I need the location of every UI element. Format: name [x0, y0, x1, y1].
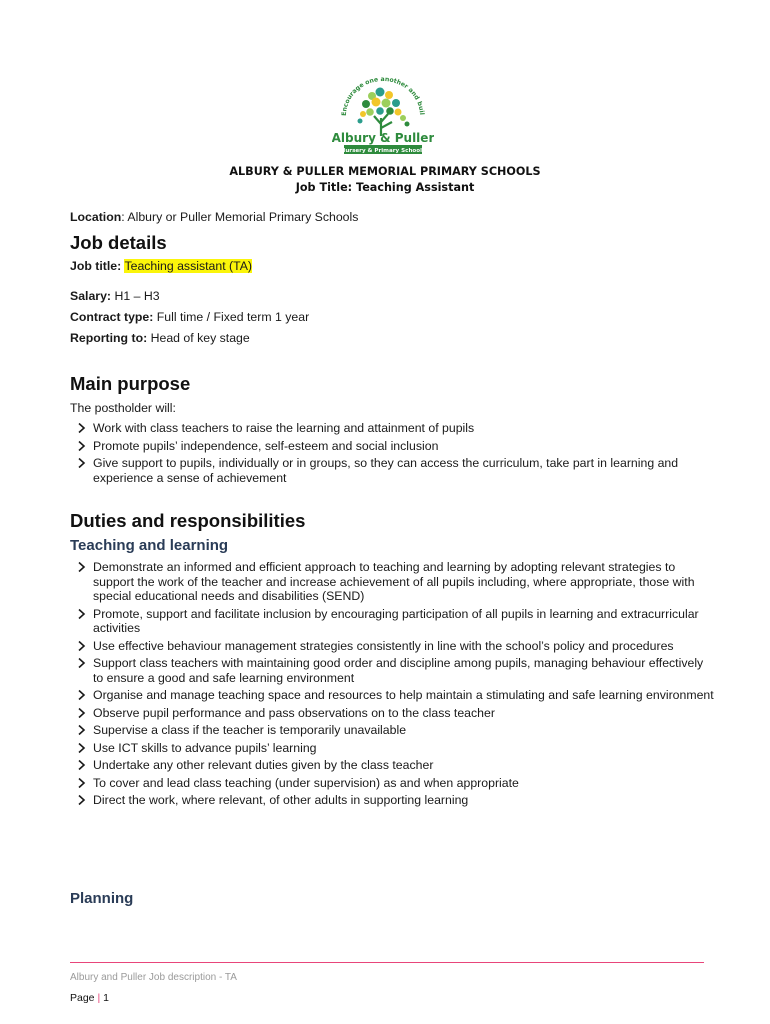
list-item	[76, 776, 716, 791]
chevron-right-icon	[76, 457, 88, 469]
list-item	[76, 656, 716, 685]
list-item	[76, 421, 716, 436]
chevron-right-icon	[76, 689, 88, 701]
chevron-right-icon	[76, 640, 88, 652]
job-title-value: Teaching assistant (TA)	[124, 259, 253, 273]
salary-value: H1 – H3	[114, 289, 160, 303]
list-item-text: Demonstrate an informed and efficient approach to teaching and learning by adopting relevant strategies to support the work of the teacher and increase achievement of all pupils including, where appropriate, those with special educational needs and disabilities (SEND)	[93, 560, 695, 603]
list-item	[76, 639, 716, 654]
reporting-value: Head of key stage	[150, 331, 250, 345]
duties-heading: Duties and responsibilities	[70, 510, 306, 531]
list-item	[76, 560, 716, 604]
teaching-learning-heading: Teaching and learning	[70, 537, 229, 554]
list-item	[76, 607, 716, 636]
duties-list	[76, 560, 716, 811]
school-logo	[332, 74, 434, 158]
chevron-right-icon	[76, 657, 88, 669]
page-label: Page	[70, 992, 95, 1004]
page-number	[70, 992, 109, 1004]
job-title-label: Job title:	[70, 259, 122, 273]
list-item-text: Supervise a class if the teacher is temporarily unavailable	[93, 723, 407, 737]
planning-heading: Planning	[70, 890, 134, 907]
chevron-right-icon	[76, 759, 88, 771]
list-item	[76, 688, 716, 703]
list-item-text: Observe pupil performance and pass observations on to the class teacher	[93, 705, 495, 720]
list-item	[76, 439, 716, 454]
main-purpose-intro: The postholder will:	[70, 401, 176, 415]
list-item-text: Support class teachers with maintaining good order and discipline among pupils, managing behaviour effectively to ensure a good and safe learning environment	[93, 656, 704, 685]
chevron-right-icon	[76, 422, 88, 434]
location-line	[70, 210, 358, 225]
chevron-right-icon	[76, 561, 88, 573]
list-item-text: Give support to pupils, individually or in groups, so they can access the curriculum, take part in learning and experience a sense of achievement	[93, 456, 679, 485]
list-item-text: Undertake any other relevant duties given by the class teacher	[93, 758, 434, 772]
logo-arc-text: Encourage one another and buil	[340, 75, 426, 117]
chevron-right-icon	[76, 440, 88, 452]
salary-line	[70, 289, 160, 304]
reporting-line	[70, 331, 250, 346]
job-details-heading: Job details	[70, 232, 167, 253]
logo-subtitle: Nursery & Primary Schools	[340, 148, 426, 154]
list-item-text: To cover and lead class teaching (under supervision) as and when appropriate	[93, 775, 519, 790]
list-item-text: Promote, support and facilitate inclusion by encouraging participation of all pupils in learning and extracurricular activities	[93, 606, 699, 635]
list-item-text: Work with class teachers to raise the learning and attainment of pupils	[93, 421, 475, 435]
page-number-value: 1	[103, 992, 109, 1004]
list-item-text: Use ICT skills to advance pupils’ learning	[93, 740, 317, 755]
logo-name: Albury & Puller	[332, 131, 434, 145]
reporting-label: Reporting to:	[70, 331, 148, 345]
chevron-right-icon	[76, 707, 88, 719]
chevron-right-icon	[76, 794, 88, 806]
list-item	[76, 723, 716, 738]
chevron-right-icon	[76, 777, 88, 789]
location-label: Location	[70, 210, 122, 224]
contract-line	[70, 310, 309, 325]
contract-value: Full time / Fixed term 1 year	[156, 310, 310, 324]
chevron-right-icon	[76, 742, 88, 754]
list-item	[76, 456, 716, 485]
main-purpose-list	[76, 421, 716, 488]
list-item-text: Use effective behaviour management strategies consistently in line with the school’s policy and procedures	[93, 638, 674, 653]
list-item	[76, 741, 716, 756]
list-item-text: Promote pupils’ independence, self-esteem and social inclusion	[93, 438, 439, 453]
footer-divider	[70, 962, 704, 963]
school-title: ALBURY & PULLER MEMORIAL PRIMARY SCHOOLS	[229, 165, 541, 178]
job-title-heading: Job Title: Teaching Assistant	[295, 181, 475, 194]
location-value: : Albury or Puller Memorial Primary Schools	[121, 210, 359, 224]
main-purpose-heading: Main purpose	[70, 373, 191, 394]
salary-label: Salary:	[70, 289, 112, 303]
contract-label: Contract type:	[70, 310, 154, 324]
chevron-right-icon	[76, 608, 88, 620]
list-item-text: Direct the work, where relevant, of other adults in supporting learning	[93, 793, 469, 807]
job-title-line	[70, 259, 252, 274]
list-item	[76, 706, 716, 721]
footer-doc-label: Albury and Puller Job description - TA	[70, 972, 237, 983]
list-item	[76, 758, 716, 773]
page-separator: |	[97, 992, 101, 1004]
chevron-right-icon	[76, 724, 88, 736]
list-item-text: Organise and manage teaching space and resources to help maintain a stimulating and safe learning environment	[93, 688, 714, 702]
list-item	[76, 793, 716, 808]
